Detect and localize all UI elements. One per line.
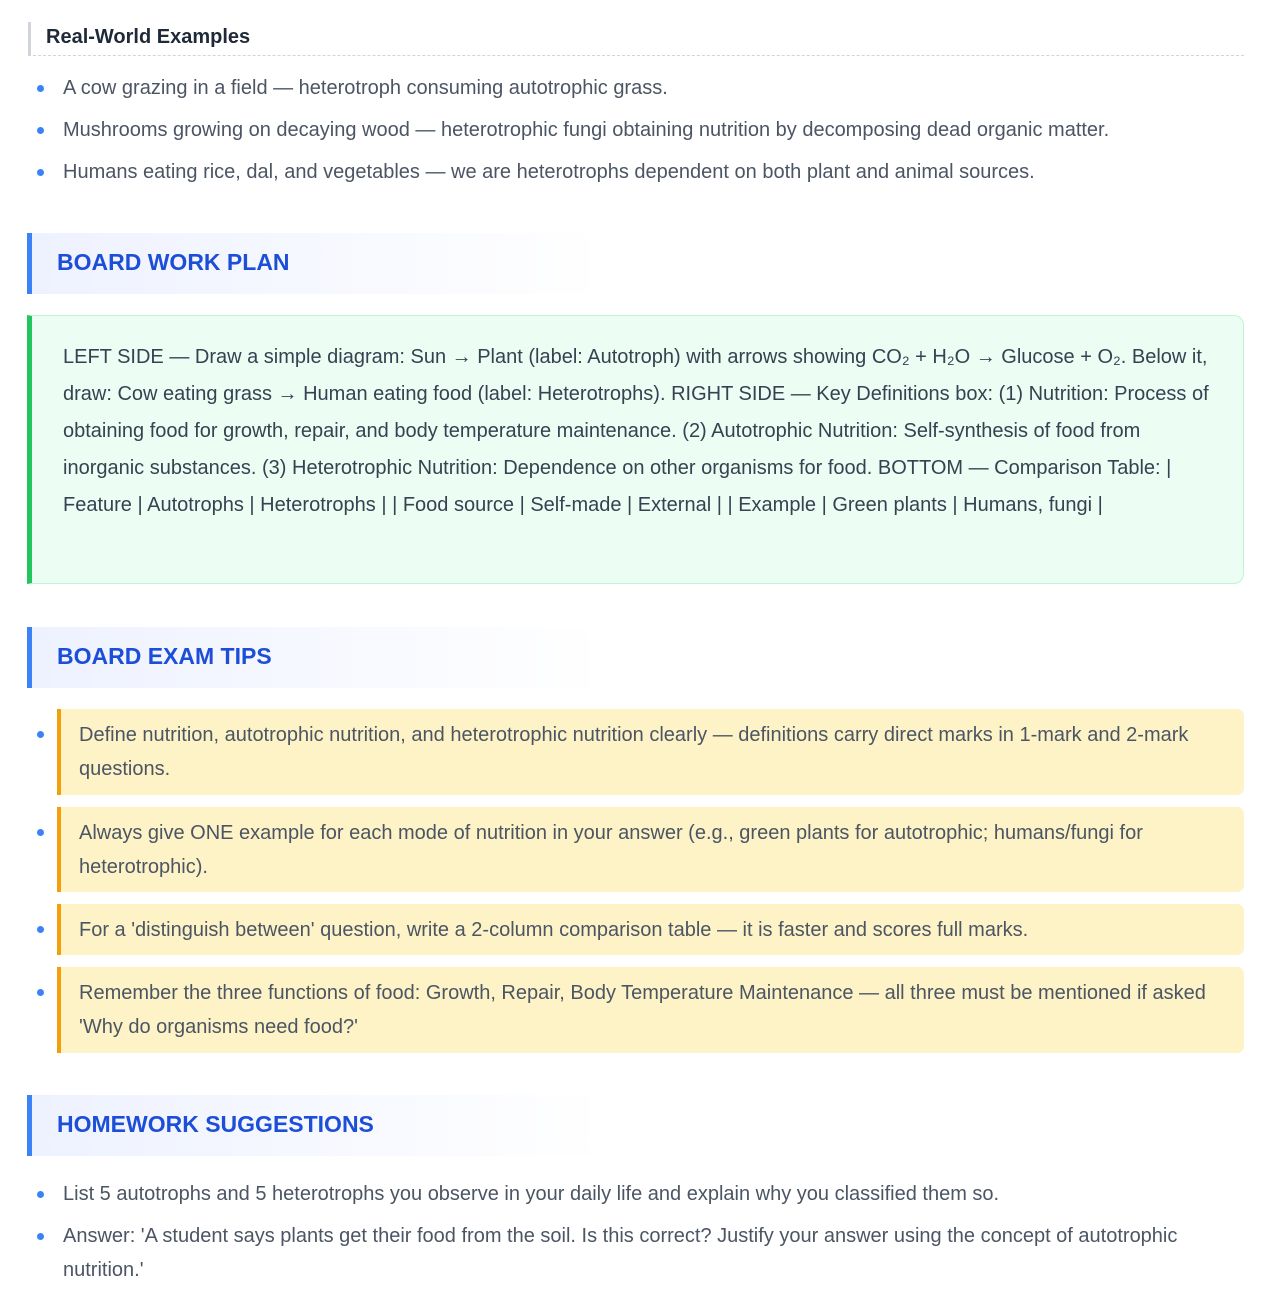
- homework-heading-text: HOMEWORK SUGGESTIONS: [57, 1111, 374, 1137]
- exam-tip-text: Always give ONE example for each mode of nutrition in your answer (e.g., green plants for autotrophic; humans/fungi for heterotrophic).: [79, 822, 1143, 878]
- exam-tip-text: For a 'distinguish between' question, write a 2-column comparison table — it is faster and scores full marks.: [79, 919, 1029, 941]
- board-work-heading-text: BOARD WORK PLAN: [57, 249, 290, 275]
- examples-heading-text: Real-World Examples: [46, 26, 251, 48]
- list-item: A cow grazing in a field — heterotroph consuming autotrophic grass.: [28, 71, 1248, 105]
- bullet-icon: [37, 926, 44, 933]
- list-item: Humans eating rice, dal, and vegetables — we are heterotrophs dependent on both plant and animal sources.: [28, 155, 1248, 189]
- bullet-icon: [37, 829, 44, 836]
- exam-tip-card: [57, 904, 1244, 955]
- bullet-icon: [37, 989, 44, 996]
- exam-tip-card: [57, 967, 1244, 1053]
- exam-tip-item: [28, 709, 1244, 795]
- board-work-box: [27, 315, 1244, 584]
- board-work-heading: [27, 233, 607, 294]
- exam-tip-item: [28, 904, 1244, 955]
- exam-tip-card: [57, 709, 1244, 795]
- board-work-text: LEFT SIDE — Draw a simple diagram: Sun → Plant (label: Autotroph) with arrows showing CO₂ + H₂O → Glucose + O₂. Below it, draw: Cow eating grass → Human eating food (label: Heterotrophs). RIGHT SIDE — Key Definitions box: (1) Nutrition: Process of obtaining food for growth, repair, and body temperature maintenance. (2) Autotrophic Nutrition: Self-synthesis of food from inorganic substances. (3) Heterotrophic Nutrition: Dependence on other organisms for food. BOTTOM — Comparison Table: | Feature | Autotrophs | Heterotrophs | | Food source | Self-made | External | | Example | Green plants | Humans, fungi |: [63, 346, 1209, 516]
- exam-tips-heading: [27, 627, 607, 688]
- exam-tip-item: [28, 967, 1244, 1053]
- exam-tip-text: Remember the three functions of food: Growth, Repair, Body Temperature Maintenance — all three must be mentioned if asked 'Why do organisms need food?': [79, 982, 1206, 1038]
- homework-heading: [27, 1095, 607, 1156]
- homework-list: [28, 1177, 1248, 1287]
- examples-list: [28, 71, 1248, 189]
- list-item: Answer: 'A student says plants get their food from the soil. Is this correct? Justify your answer using the concept of autotrophic nutrition.': [28, 1219, 1248, 1287]
- bullet-icon: [37, 731, 44, 738]
- exam-tips-heading-text: BOARD EXAM TIPS: [57, 643, 272, 669]
- exam-tip-text: Define nutrition, autotrophic nutrition, and heterotrophic nutrition clearly — definitions carry direct marks in 1-mark and 2-mark questions.: [79, 724, 1189, 780]
- list-item: List 5 autotrophs and 5 heterotrophs you observe in your daily life and explain why you classified them so.: [28, 1177, 1248, 1211]
- exam-tip-item: [28, 807, 1244, 892]
- examples-heading: [28, 22, 1244, 56]
- list-item: Mushrooms growing on decaying wood — heterotrophic fungi obtaining nutrition by decomposing dead organic matter.: [28, 113, 1248, 147]
- exam-tip-card: [57, 807, 1244, 892]
